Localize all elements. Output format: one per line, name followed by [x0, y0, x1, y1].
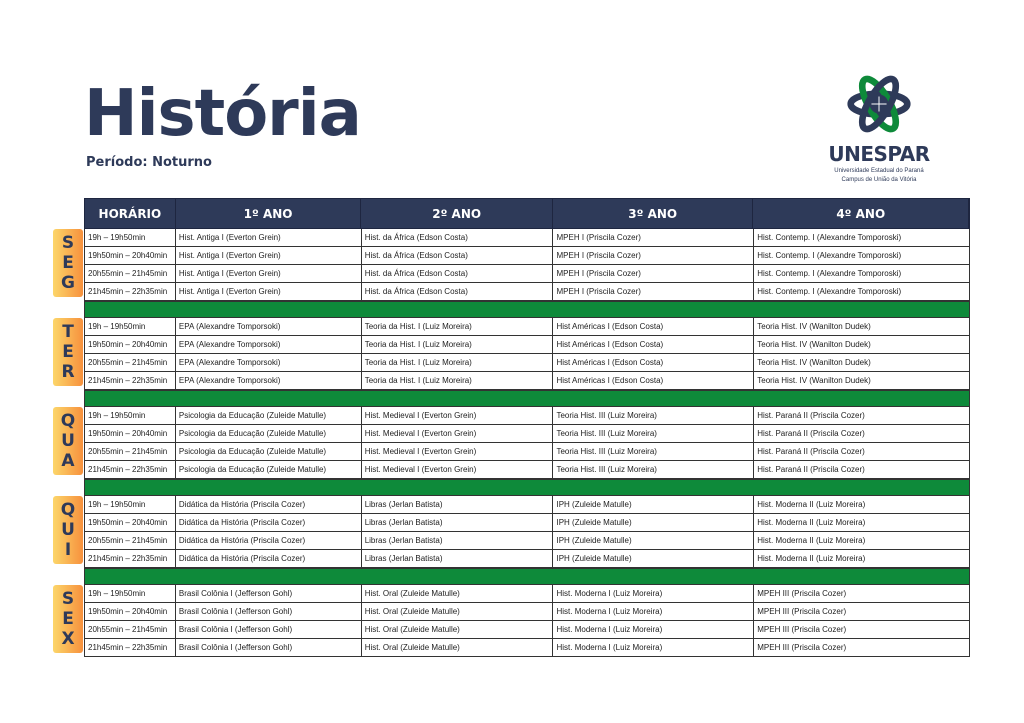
day-tab — [53, 318, 83, 386]
day-letter: Q — [60, 411, 76, 431]
unespar-emblem-icon — [829, 66, 929, 142]
day-letter: S — [61, 589, 75, 609]
time-cell: 19h50min – 20h40min — [85, 514, 176, 531]
table-body — [60, 229, 970, 657]
time-cell: 19h – 19h50min — [85, 229, 176, 246]
course-cell: Hist. Antiga I (Everton Grein) — [176, 247, 362, 264]
course-cell: Hist. Moderna II (Luiz Moreira) — [754, 514, 970, 531]
course-cell: Didática da História (Priscila Cozer) — [176, 514, 362, 531]
course-cell: Teoria da Hist. I (Luiz Moreira) — [362, 336, 554, 353]
day-tab — [53, 407, 83, 475]
course-cell: Hist. Medieval I (Everton Grein) — [362, 443, 554, 460]
course-cell: Teoria Hist. III (Luiz Moreira) — [553, 461, 754, 478]
table-row — [84, 550, 970, 568]
course-cell: Hist. Oral (Zuleide Matulle) — [362, 621, 554, 638]
day-letter: U — [61, 431, 75, 451]
course-cell: MPEH III (Priscila Cozer) — [754, 621, 970, 638]
course-cell: Psicologia da Educação (Zuleide Matulle) — [176, 425, 362, 442]
table-row — [84, 461, 970, 479]
course-cell: Hist. Moderna I (Luiz Moreira) — [553, 639, 754, 656]
course-cell: Hist. Oral (Zuleide Matulle) — [362, 585, 554, 602]
day-tab — [53, 585, 83, 653]
day-tab — [53, 229, 83, 297]
time-cell: 20h55min – 21h45min — [85, 532, 176, 549]
course-cell: Hist. Paraná II (Priscila Cozer) — [754, 443, 970, 460]
table-row — [84, 318, 970, 336]
course-cell: Hist. Antiga I (Everton Grein) — [176, 283, 362, 300]
table-row — [84, 621, 970, 639]
logo-subtitle-2: Campus de União da Vitória — [841, 177, 917, 183]
course-cell: Brasil Colônia I (Jefferson Gohl) — [176, 639, 362, 656]
day-letter: E — [62, 342, 74, 362]
course-cell: MPEH III (Priscila Cozer) — [754, 639, 970, 656]
course-cell: Hist Américas I (Edson Costa) — [553, 336, 754, 353]
table-row — [84, 496, 970, 514]
course-cell: MPEH I (Priscila Cozer) — [553, 229, 754, 246]
table-row — [84, 425, 970, 443]
table-row — [84, 639, 970, 657]
table-row — [84, 372, 970, 390]
course-cell: Psicologia da Educação (Zuleide Matulle) — [176, 443, 362, 460]
time-cell: 20h55min – 21h45min — [85, 443, 176, 460]
table-row — [84, 229, 970, 247]
course-cell: Hist. Moderna II (Luiz Moreira) — [754, 532, 970, 549]
course-cell: Hist Américas I (Edson Costa) — [553, 354, 754, 371]
day-letter: G — [61, 273, 75, 293]
course-cell: Hist. Paraná II (Priscila Cozer) — [754, 461, 970, 478]
course-cell: Hist. Contemp. I (Alexandre Tomporoski) — [754, 229, 970, 246]
course-cell: Libras (Jerlan Batista) — [362, 514, 554, 531]
table-row — [84, 283, 970, 301]
table-row — [84, 247, 970, 265]
day-separator — [84, 390, 970, 407]
day-block — [61, 585, 970, 657]
table-row — [84, 532, 970, 550]
time-cell: 21h45min – 22h35min — [85, 283, 176, 300]
course-cell: Hist. Antiga I (Everton Grein) — [176, 229, 362, 246]
day-letter: X — [61, 629, 75, 649]
course-cell: Brasil Colônia I (Jefferson Gohl) — [176, 585, 362, 602]
column-header-2-ano: 2º ANO — [361, 199, 553, 228]
time-cell: 19h50min – 20h40min — [85, 425, 176, 442]
course-cell: Hist. Medieval I (Everton Grein) — [362, 461, 554, 478]
course-cell: EPA (Alexandre Tomporsoki) — [176, 318, 362, 335]
column-header-horario: HORÁRIO — [85, 199, 176, 228]
day-letter: R — [61, 362, 75, 382]
course-cell: IPH (Zuleide Matulle) — [553, 514, 754, 531]
course-cell: Teoria Hist. IV (Wanilton Dudek) — [754, 372, 970, 389]
schedule-table — [60, 198, 970, 657]
course-cell: Hist. Moderna II (Luiz Moreira) — [754, 496, 970, 513]
course-cell: Teoria Hist. III (Luiz Moreira) — [553, 443, 754, 460]
day-block — [61, 318, 970, 390]
course-cell: Hist. Moderna I (Luiz Moreira) — [553, 621, 754, 638]
time-cell: 19h50min – 20h40min — [85, 603, 176, 620]
course-cell: Hist. Oral (Zuleide Matulle) — [362, 603, 554, 620]
day-separator — [84, 301, 970, 318]
course-cell: Teoria da Hist. I (Luiz Moreira) — [362, 354, 554, 371]
course-cell: Brasil Colônia I (Jefferson Gohl) — [176, 621, 362, 638]
table-row — [84, 514, 970, 532]
day-letter: E — [62, 609, 74, 629]
table-row — [84, 407, 970, 425]
course-cell: Hist. Medieval I (Everton Grein) — [362, 425, 554, 442]
day-block — [61, 229, 970, 301]
course-cell: Teoria da Hist. I (Luiz Moreira) — [362, 372, 554, 389]
table-row — [84, 603, 970, 621]
course-cell: MPEH I (Priscila Cozer) — [553, 265, 754, 282]
day-letter: I — [64, 540, 72, 560]
course-cell: Hist. Moderna I (Luiz Moreira) — [553, 585, 754, 602]
course-cell: Hist. da África (Edson Costa) — [362, 229, 554, 246]
course-cell: Didática da História (Priscila Cozer) — [176, 496, 362, 513]
day-letter: A — [61, 451, 75, 471]
day-letter: E — [62, 253, 74, 273]
course-cell: Hist. Oral (Zuleide Matulle) — [362, 639, 554, 656]
day-letter: Q — [60, 500, 76, 520]
day-separator — [84, 568, 970, 585]
course-cell: Hist. da África (Edson Costa) — [362, 265, 554, 282]
course-cell: Hist Américas I (Edson Costa) — [553, 318, 754, 335]
course-cell: Psicologia da Educação (Zuleide Matulle) — [176, 407, 362, 424]
course-cell: Hist. Antiga I (Everton Grein) — [176, 265, 362, 282]
course-cell: EPA (Alexandre Tomporsoki) — [176, 336, 362, 353]
time-cell: 21h45min – 22h35min — [85, 639, 176, 656]
course-cell: Teoria Hist. IV (Wanilton Dudek) — [754, 318, 970, 335]
course-cell: MPEH III (Priscila Cozer) — [754, 585, 970, 602]
course-cell: Psicologia da Educação (Zuleide Matulle) — [176, 461, 362, 478]
course-cell: Didática da História (Priscila Cozer) — [176, 532, 362, 549]
course-cell: Hist. Medieval I (Everton Grein) — [362, 407, 554, 424]
course-cell: Hist. Contemp. I (Alexandre Tomporoski) — [754, 283, 970, 300]
table-header — [84, 198, 970, 229]
time-cell: 19h – 19h50min — [85, 407, 176, 424]
course-cell: Hist. da África (Edson Costa) — [362, 283, 554, 300]
time-cell: 21h45min – 22h35min — [85, 372, 176, 389]
course-cell: Libras (Jerlan Batista) — [362, 550, 554, 567]
course-cell: Hist. Contemp. I (Alexandre Tomporoski) — [754, 247, 970, 264]
table-row — [84, 354, 970, 372]
course-cell: Didática da História (Priscila Cozer) — [176, 550, 362, 567]
time-cell: 19h – 19h50min — [85, 318, 176, 335]
course-cell: MPEH I (Priscila Cozer) — [553, 283, 754, 300]
day-letter: S — [61, 233, 75, 253]
course-cell: Teoria Hist. IV (Wanilton Dudek) — [754, 354, 970, 371]
course-cell: Teoria Hist. III (Luiz Moreira) — [553, 407, 754, 424]
course-cell: Libras (Jerlan Batista) — [362, 496, 554, 513]
time-cell: 21h45min – 22h35min — [85, 461, 176, 478]
course-cell: Hist Américas I (Edson Costa) — [553, 372, 754, 389]
column-header-4-ano: 4º ANO — [753, 199, 969, 228]
course-cell: EPA (Alexandre Tomporsoki) — [176, 354, 362, 371]
period-label: Período: Noturno — [86, 155, 212, 170]
course-cell: Hist. Moderna II (Luiz Moreira) — [754, 550, 970, 567]
time-cell: 20h55min – 21h45min — [85, 621, 176, 638]
time-cell: 19h50min – 20h40min — [85, 336, 176, 353]
course-cell: Hist. Paraná II (Priscila Cozer) — [754, 407, 970, 424]
course-cell: MPEH III (Priscila Cozer) — [754, 603, 970, 620]
unespar-logo — [820, 66, 938, 185]
day-letter: U — [61, 520, 75, 540]
course-cell: Teoria Hist. III (Luiz Moreira) — [553, 425, 754, 442]
time-cell: 21h45min – 22h35min — [85, 550, 176, 567]
course-cell: IPH (Zuleide Matulle) — [553, 532, 754, 549]
day-block — [60, 407, 970, 479]
course-cell: Teoria da Hist. I (Luiz Moreira) — [362, 318, 554, 335]
day-separator — [84, 479, 970, 496]
course-cell: Brasil Colônia I (Jefferson Gohl) — [176, 603, 362, 620]
course-cell: Libras (Jerlan Batista) — [362, 532, 554, 549]
course-cell: MPEH I (Priscila Cozer) — [553, 247, 754, 264]
table-row — [84, 265, 970, 283]
table-row — [84, 585, 970, 603]
column-header-1-ano: 1º ANO — [176, 199, 362, 228]
logo-brand: UNESPAR — [828, 142, 930, 166]
time-cell: 19h50min – 20h40min — [85, 247, 176, 264]
time-cell: 20h55min – 21h45min — [85, 354, 176, 371]
course-cell: Hist. Moderna I (Luiz Moreira) — [553, 603, 754, 620]
table-row — [84, 336, 970, 354]
course-cell: Teoria Hist. IV (Wanilton Dudek) — [754, 336, 970, 353]
day-tab — [53, 496, 83, 564]
time-cell: 19h – 19h50min — [85, 496, 176, 513]
column-header-3-ano: 3º ANO — [553, 199, 754, 228]
time-cell: 20h55min – 21h45min — [85, 265, 176, 282]
course-cell: EPA (Alexandre Tomporsoki) — [176, 372, 362, 389]
course-cell: IPH (Zuleide Matulle) — [553, 550, 754, 567]
course-cell: Hist. Contemp. I (Alexandre Tomporoski) — [754, 265, 970, 282]
time-cell: 19h – 19h50min — [85, 585, 176, 602]
course-cell: IPH (Zuleide Matulle) — [553, 496, 754, 513]
course-cell: Hist. da África (Edson Costa) — [362, 247, 554, 264]
logo-subtitle-1: Universidade Estadual do Paraná — [834, 168, 924, 174]
table-row — [84, 443, 970, 461]
course-cell: Hist. Paraná II (Priscila Cozer) — [754, 425, 970, 442]
page-title: História — [84, 77, 361, 151]
day-block — [60, 496, 970, 568]
day-letter: T — [62, 322, 74, 342]
